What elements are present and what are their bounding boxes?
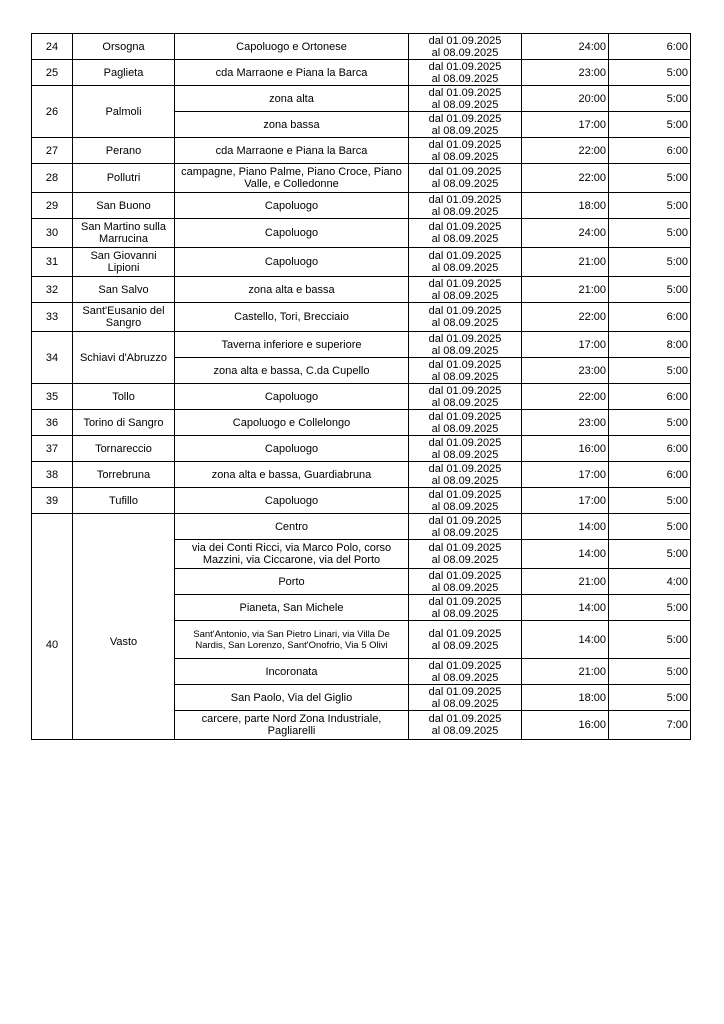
- end-time: 5:00: [609, 86, 691, 112]
- table-row: [32, 277, 691, 303]
- period-cell: [409, 219, 522, 248]
- comune-name: Vasto: [73, 514, 175, 740]
- period-from: dal 01.09.2025: [428, 659, 502, 672]
- period-to: al 08.09.2025: [431, 581, 499, 594]
- end-time: 5:00: [609, 621, 691, 659]
- zone-name: zona alta e bassa, Guardiabruna: [175, 462, 409, 488]
- period-to: al 08.09.2025: [431, 697, 499, 710]
- end-time: 6:00: [609, 138, 691, 164]
- row-number: 37: [32, 436, 73, 462]
- zone-name: Capoluogo: [175, 436, 409, 462]
- period-from: dal 01.09.2025: [428, 86, 502, 99]
- period-cell: [409, 685, 522, 711]
- row-number: 26: [32, 86, 73, 138]
- comune-name: Schiavi d'Abruzzo: [73, 332, 175, 384]
- start-time: 22:00: [522, 164, 609, 193]
- zone-name: Capoluogo e Collelongo: [175, 410, 409, 436]
- period-from: dal 01.09.2025: [428, 685, 502, 698]
- row-number: 27: [32, 138, 73, 164]
- table-row: [32, 436, 691, 462]
- row-number: 34: [32, 332, 73, 384]
- table-row: [32, 384, 691, 410]
- table-row: [32, 219, 691, 248]
- period-from: dal 01.09.2025: [428, 277, 502, 290]
- table-row: [32, 60, 691, 86]
- period-cell: [409, 332, 522, 358]
- comune-name: Sant'Eusanio del Sangro: [73, 303, 175, 332]
- end-time: 8:00: [609, 332, 691, 358]
- period-cell: [409, 358, 522, 384]
- comune-name: San Martino sulla Marrucina: [73, 219, 175, 248]
- period-cell: [409, 277, 522, 303]
- period-cell: [409, 621, 522, 659]
- period-cell: [409, 138, 522, 164]
- end-time: 5:00: [609, 410, 691, 436]
- end-time: 5:00: [609, 595, 691, 621]
- end-time: 5:00: [609, 193, 691, 219]
- comune-name: Tornareccio: [73, 436, 175, 462]
- row-number: 31: [32, 248, 73, 277]
- comune-name: Orsogna: [73, 34, 175, 60]
- period-to: al 08.09.2025: [431, 150, 499, 163]
- start-time: 17:00: [522, 332, 609, 358]
- start-time: 23:00: [522, 410, 609, 436]
- period-to: al 08.09.2025: [431, 554, 499, 566]
- period-to: al 08.09.2025: [431, 500, 499, 513]
- period-cell: [409, 248, 522, 277]
- end-time: 5:00: [609, 488, 691, 514]
- comune-name: Torrebruna: [73, 462, 175, 488]
- period-to: al 08.09.2025: [431, 317, 499, 329]
- period-to: al 08.09.2025: [431, 124, 499, 137]
- table-row: [32, 462, 691, 488]
- period-from: dal 01.09.2025: [428, 542, 502, 554]
- zone-name: zona bassa: [175, 112, 409, 138]
- period-from: dal 01.09.2025: [428, 713, 502, 725]
- zone-name: Centro: [175, 514, 409, 540]
- period-cell: [409, 193, 522, 219]
- zone-name: cda Marraone e Piana la Barca: [175, 60, 409, 86]
- start-time: 17:00: [522, 462, 609, 488]
- period-from: dal 01.09.2025: [428, 595, 502, 608]
- row-number: 28: [32, 164, 73, 193]
- zone-name: San Paolo, Via del Giglio: [175, 685, 409, 711]
- period-cell: [409, 514, 522, 540]
- period-to: al 08.09.2025: [431, 607, 499, 620]
- row-number: 36: [32, 410, 73, 436]
- period-from: dal 01.09.2025: [428, 34, 502, 47]
- row-number: 33: [32, 303, 73, 332]
- row-number: 24: [32, 34, 73, 60]
- row-number: 32: [32, 277, 73, 303]
- table-row: [32, 86, 691, 112]
- period-from: dal 01.09.2025: [428, 138, 502, 151]
- period-to: al 08.09.2025: [431, 344, 499, 357]
- period-from: dal 01.09.2025: [428, 250, 502, 262]
- period-cell: [409, 164, 522, 193]
- end-time: 5:00: [609, 685, 691, 711]
- zone-name: zona alta e bassa, C.da Cupello: [175, 358, 409, 384]
- period-cell: [409, 711, 522, 740]
- table-row: [32, 248, 691, 277]
- period-cell: [409, 410, 522, 436]
- period-from: dal 01.09.2025: [428, 166, 502, 178]
- period-to: al 08.09.2025: [431, 289, 499, 302]
- comune-name: Tufillo: [73, 488, 175, 514]
- row-number: 30: [32, 219, 73, 248]
- end-time: 5:00: [609, 659, 691, 685]
- period-from: dal 01.09.2025: [428, 221, 502, 233]
- start-time: 14:00: [522, 514, 609, 540]
- zone-name: Porto: [175, 569, 409, 595]
- period-cell: [409, 569, 522, 595]
- period-to: al 08.09.2025: [431, 448, 499, 461]
- period-to: al 08.09.2025: [431, 72, 499, 85]
- start-time: 24:00: [522, 219, 609, 248]
- start-time: 17:00: [522, 488, 609, 514]
- end-time: 6:00: [609, 34, 691, 60]
- end-time: 5:00: [609, 248, 691, 277]
- start-time: 21:00: [522, 569, 609, 595]
- period-cell: [409, 112, 522, 138]
- end-time: 6:00: [609, 462, 691, 488]
- zone-name: carcere, parte Nord Zona Industriale, Pagliarelli: [175, 711, 409, 740]
- period-to: al 08.09.2025: [431, 262, 499, 274]
- table-row: [32, 138, 691, 164]
- table-row: [32, 164, 691, 193]
- table-row: [32, 332, 691, 358]
- start-time: 24:00: [522, 34, 609, 60]
- period-from: dal 01.09.2025: [428, 60, 502, 73]
- period-cell: [409, 540, 522, 569]
- table-row: [32, 303, 691, 332]
- start-time: 23:00: [522, 358, 609, 384]
- comune-name: Pollutri: [73, 164, 175, 193]
- period-from: dal 01.09.2025: [428, 384, 502, 397]
- period-to: al 08.09.2025: [431, 46, 499, 59]
- period-from: dal 01.09.2025: [428, 112, 502, 125]
- zone-name: Capoluogo: [175, 488, 409, 514]
- comune-name: Paglieta: [73, 60, 175, 86]
- period-cell: [409, 436, 522, 462]
- period-cell: [409, 86, 522, 112]
- start-time: 21:00: [522, 659, 609, 685]
- comune-name: San Salvo: [73, 277, 175, 303]
- start-time: 23:00: [522, 60, 609, 86]
- zone-name: cda Marraone e Piana la Barca: [175, 138, 409, 164]
- end-time: 5:00: [609, 112, 691, 138]
- period-to: al 08.09.2025: [431, 474, 499, 487]
- start-time: 20:00: [522, 86, 609, 112]
- comune-name: Perano: [73, 138, 175, 164]
- period-from: dal 01.09.2025: [428, 569, 502, 582]
- start-time: 18:00: [522, 193, 609, 219]
- schedule-table-body: [32, 34, 691, 740]
- period-to: al 08.09.2025: [431, 178, 499, 190]
- start-time: 21:00: [522, 248, 609, 277]
- zone-name: zona alta e bassa: [175, 277, 409, 303]
- period-from: dal 01.09.2025: [428, 514, 502, 527]
- zone-name: via dei Conti Ricci, via Marco Polo, corso Mazzini, via Ciccarone, via del Porto: [175, 540, 409, 569]
- row-number: 29: [32, 193, 73, 219]
- period-to: al 08.09.2025: [431, 422, 499, 435]
- row-number: 40: [32, 514, 73, 740]
- table-row: [32, 514, 691, 540]
- row-number: 25: [32, 60, 73, 86]
- start-time: 16:00: [522, 436, 609, 462]
- start-time: 21:00: [522, 277, 609, 303]
- end-time: 5:00: [609, 540, 691, 569]
- period-cell: [409, 595, 522, 621]
- zone-name: zona alta: [175, 86, 409, 112]
- start-time: 17:00: [522, 112, 609, 138]
- zone-name: Incoronata: [175, 659, 409, 685]
- end-time: 5:00: [609, 514, 691, 540]
- period-to: al 08.09.2025: [431, 205, 499, 218]
- start-time: 14:00: [522, 621, 609, 659]
- zone-name: Capoluogo: [175, 219, 409, 248]
- row-number: 38: [32, 462, 73, 488]
- start-time: 14:00: [522, 595, 609, 621]
- end-time: 5:00: [609, 164, 691, 193]
- period-from: dal 01.09.2025: [428, 462, 502, 475]
- period-from: dal 01.09.2025: [428, 193, 502, 206]
- period-cell: [409, 60, 522, 86]
- end-time: 5:00: [609, 277, 691, 303]
- period-from: dal 01.09.2025: [428, 358, 502, 371]
- zone-name: Capoluogo e Ortonese: [175, 34, 409, 60]
- zone-name: campagne, Piano Palme, Piano Croce, Piano Valle, e Colledonne: [175, 164, 409, 193]
- period-to: al 08.09.2025: [431, 526, 499, 539]
- end-time: 5:00: [609, 358, 691, 384]
- period-from: dal 01.09.2025: [428, 410, 502, 423]
- end-time: 7:00: [609, 711, 691, 740]
- end-time: 6:00: [609, 384, 691, 410]
- comune-name: Palmoli: [73, 86, 175, 138]
- zone-name: Pianeta, San Michele: [175, 595, 409, 621]
- start-time: 22:00: [522, 303, 609, 332]
- period-from: dal 01.09.2025: [428, 488, 502, 501]
- start-time: 22:00: [522, 384, 609, 410]
- period-from: dal 01.09.2025: [428, 627, 502, 640]
- comune-name: Torino di Sangro: [73, 410, 175, 436]
- end-time: 5:00: [609, 60, 691, 86]
- zone-name: Sant'Antonio, via San Pietro Linari, via Villa De Nardis, San Lorenzo, Sant'Onofrio, Via 5 Olivi: [175, 621, 409, 659]
- table-row: [32, 34, 691, 60]
- zone-name: Capoluogo: [175, 384, 409, 410]
- table-row: [32, 193, 691, 219]
- end-time: 6:00: [609, 303, 691, 332]
- zone-name: Capoluogo: [175, 248, 409, 277]
- row-number: 35: [32, 384, 73, 410]
- start-time: 16:00: [522, 711, 609, 740]
- period-cell: [409, 659, 522, 685]
- period-from: dal 01.09.2025: [428, 436, 502, 449]
- period-to: al 08.09.2025: [431, 370, 499, 383]
- end-time: 4:00: [609, 569, 691, 595]
- period-cell: [409, 34, 522, 60]
- comune-name: San Giovanni Lipioni: [73, 248, 175, 277]
- table-row: [32, 488, 691, 514]
- period-to: al 08.09.2025: [431, 671, 499, 684]
- table-row: [32, 410, 691, 436]
- period-from: dal 01.09.2025: [428, 305, 502, 317]
- zone-name: Taverna inferiore e superiore: [175, 332, 409, 358]
- period-to: al 08.09.2025: [431, 639, 499, 652]
- period-cell: [409, 384, 522, 410]
- zone-name: Castello, Tori, Brecciaio: [175, 303, 409, 332]
- period-from: dal 01.09.2025: [428, 332, 502, 345]
- end-time: 5:00: [609, 219, 691, 248]
- period-cell: [409, 462, 522, 488]
- comune-name: Tollo: [73, 384, 175, 410]
- period-to: al 08.09.2025: [431, 98, 499, 111]
- start-time: 18:00: [522, 685, 609, 711]
- period-to: al 08.09.2025: [431, 396, 499, 409]
- end-time: 6:00: [609, 436, 691, 462]
- zone-name: Capoluogo: [175, 193, 409, 219]
- row-number: 39: [32, 488, 73, 514]
- period-cell: [409, 488, 522, 514]
- period-cell: [409, 303, 522, 332]
- schedule-table: [31, 33, 691, 740]
- start-time: 14:00: [522, 540, 609, 569]
- start-time: 22:00: [522, 138, 609, 164]
- period-to: al 08.09.2025: [431, 233, 499, 245]
- period-to: al 08.09.2025: [431, 725, 499, 737]
- comune-name: San Buono: [73, 193, 175, 219]
